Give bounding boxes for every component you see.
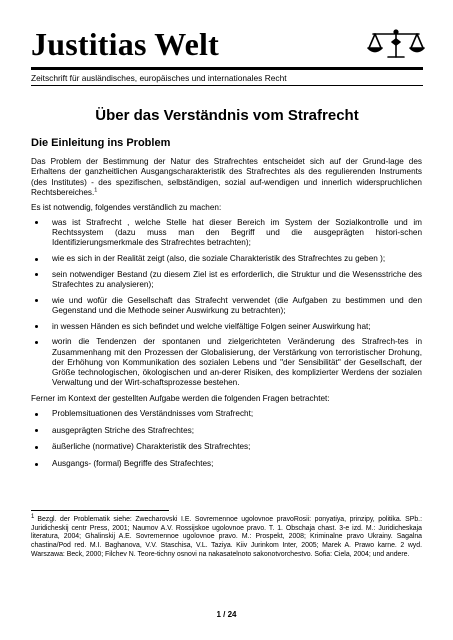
journal-subtitle: Zeitschrift für ausländisches, europäisches und internationales Recht <box>31 73 287 83</box>
lead-in-paragraph: Es ist notwendig, folgendes verständlich zu machen: <box>31 202 222 212</box>
scales-of-justice-icon <box>366 28 426 60</box>
footnote-number: 1 <box>31 513 35 520</box>
journal-title: Justitias Welt <box>31 26 220 62</box>
intro-paragraph <box>31 157 422 198</box>
list-item: wie es sich in der Realität zeigt (also, die soziale Charakteristik des Strafrechtes zu geben ); <box>31 254 422 264</box>
list-item: sein notwendiger Bestand (zu diesem Ziel ist es erforderlich, die Struktur und die Wesensstriche des Strafechtes zu analysieren); <box>31 270 422 291</box>
list-item: ausgeprägten Striche des Strafrechtes; <box>31 426 422 436</box>
footnote-reference[interactable]: 1 <box>94 187 98 194</box>
intro-paragraph-text: Das Problem der Bestimmung der Natur des Strafrechtes entscheidet sich auf der Grund-lage des Erhaltens der ganzheitlichen Ausgangscharakteristik des Strafrechtes als des regulierenden Instruments (des Institutes) - des spezifischen, selbständigen, sozial auf-wendigen und innerlich widerspruchlichen Rechtsbereiches. <box>31 157 422 197</box>
footnote <box>31 513 422 560</box>
header-rule <box>31 67 423 70</box>
list-item: Ausgangs- (formal) Begriffe des Strafechtes; <box>31 459 422 469</box>
article-body <box>31 157 422 476</box>
list-item: in wessen Händen es sich befindet und welche vielfältige Folgen seiner Auswirkung hat; <box>31 322 422 332</box>
context-paragraph: Ferner im Kontext der gestellten Aufgabe werden die folgenden Fragen betrachtet: <box>31 394 330 404</box>
topics-list <box>31 409 422 469</box>
subtitle-rule <box>31 85 423 86</box>
list-item: Problemsituationen des Verständnisses vom Strafrecht; <box>31 409 422 419</box>
list-item: äußerliche (normative) Charakteristik des Strafrechtes; <box>31 442 422 452</box>
section-heading: Die Einleitung ins Problem <box>31 137 171 149</box>
questions-list <box>31 218 422 389</box>
page-number: 1 / 24 <box>216 610 237 619</box>
list-item: wie und wofür die Gesellschaft das Strafecht verwendet (die Aufgaben zu bestimmen und den Gegenstand und die Methode seiner Auswirkung zu betrachten); <box>31 296 422 317</box>
footnote-text: Bezgl. der Problematik siehe: Zwecharovski I.E. Sovremennoe ugolovnoe pravoRosii: ponyatiya, prinzipy, politika. SPb.: Juridicheskij centr Press, 2001; Naumov A.V. Rossijskoe ugolovnoe pravo. T. 1. Obschaja chast. 3-e izd. M.: Juridicheskaja literatura, 2004; Ghalinskij A.E. Sovremennoe ugolovnoe pravo. M.: Prospekt, 2008; Kriminalne pravo Ukrainy. Sagalna chastina/Pod red. M.I. Baghanova, V.V. Staschisa, V.L. Taziya. Kiiv Jurinkom Inter, 2005; Marek A. Prawo karne. 2 wyd. Warszawa: Beck, 2000; Filchev N. Teore-tichny osnovi na nakasatelnoto sakonotvorchestvo. Sofia: Ciela, 2004; und andere. <box>31 516 422 558</box>
article-title: Über das Verständnis vom Strafrecht <box>95 107 359 124</box>
footnote-separator <box>31 510 169 511</box>
list-item: was ist Strafrecht , welche Stelle hat dieser Bereich im System der Sozialkontrolle und im Rechtssystem (dazu muss man den Begriff und die ausgeprägten histori-schen Identifizierungsmerkmale des Strafrechtes betrachten); <box>31 218 422 249</box>
list-item: worin die Tendenzen der spontanen und zielgerichteten Veränderung des Strafrech-tes in Zusammenhang mit den Prozessen der Globalisierung, der Verstärkung von terroristischer Drohung, der Erhöhung von Kommunikation des sozialen Lebens und "der Sensibilität" der Gesellschaft, der Größe technologischen, ökologischen und an-derer Risiken, des komplizierter Werdens der sozialen Verwaltung und der Wirt-schaftsprozesse bestehen. <box>31 337 422 388</box>
